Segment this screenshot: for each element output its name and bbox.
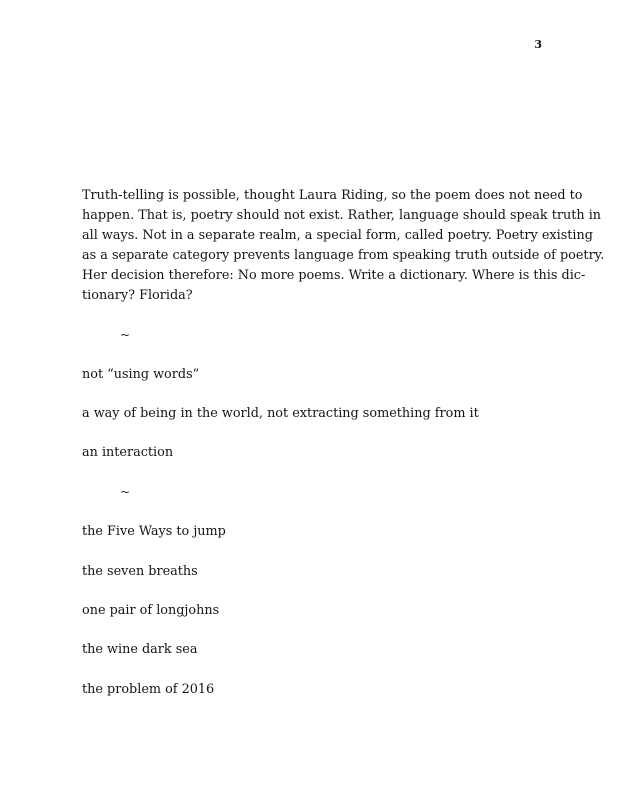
prose-line: Her decision therefore: No more poems. Write a dictionary. Where is this dic- <box>82 268 586 283</box>
prose-line: as a separate category prevents language from speaking truth outside of poetry. <box>82 248 605 263</box>
verse-line: not “using words” <box>82 367 200 382</box>
verse-line: the seven breaths <box>82 564 198 579</box>
section-separator: ~ <box>120 328 131 342</box>
verse-line: the Five Ways to jump <box>82 524 226 539</box>
verse-line: the problem of 2016 <box>82 682 215 697</box>
verse-line: a way of being in the world, not extracting something from it <box>82 406 479 421</box>
prose-line: all ways. Not in a separate realm, a special form, called poetry. Poetry existing <box>82 228 593 243</box>
verse-line: the wine dark sea <box>82 642 198 657</box>
verse-line: an interaction <box>82 445 174 460</box>
prose-paragraph <box>82 186 605 306</box>
section-separator: ~ <box>120 485 131 499</box>
prose-line: Truth-telling is possible, thought Laura Riding, so the poem does not need to <box>82 188 583 203</box>
prose-line: happen. That is, poetry should not exist. Rather, language should speak truth in <box>82 208 602 223</box>
verse-line: one pair of longjohns <box>82 603 220 618</box>
prose-line: tionary? Florida? <box>82 288 193 303</box>
page-number: 3 <box>534 38 542 51</box>
